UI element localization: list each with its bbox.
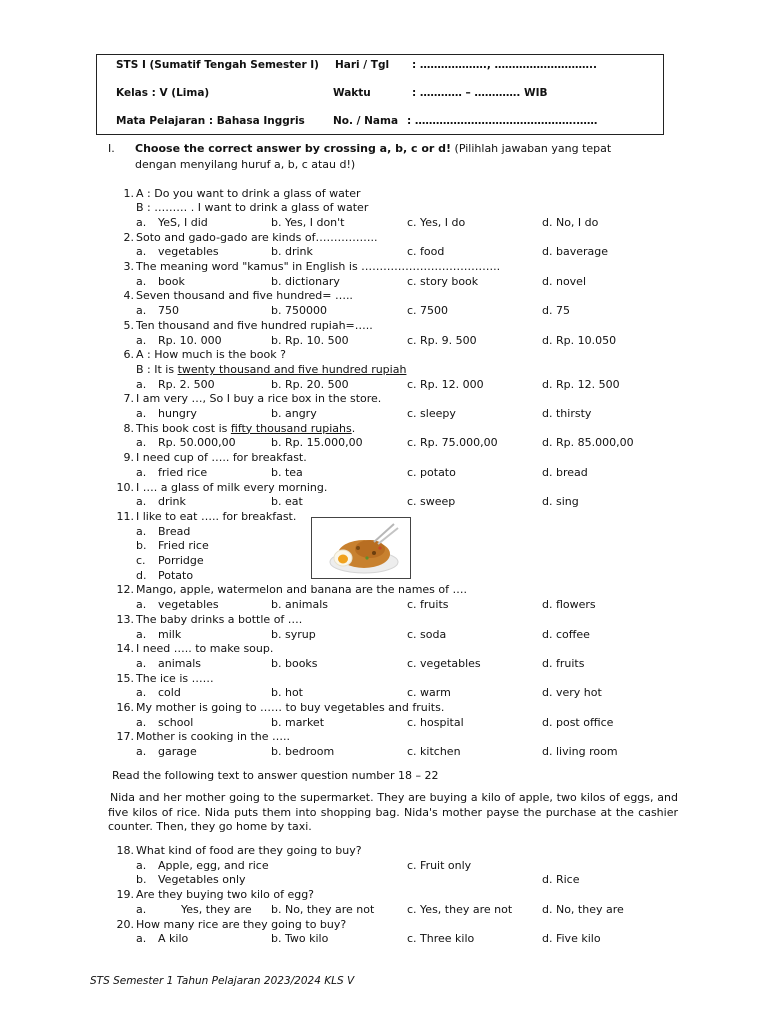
option-letter-a: a. <box>136 598 147 612</box>
option-b[interactable]: b. Yes, I don't <box>271 215 345 229</box>
option-a[interactable]: Rp. 50.000,00 <box>158 436 236 450</box>
question-text: Mother is cooking in the ….. <box>136 730 291 744</box>
question-text: I need cup of ….. for breakfast. <box>136 451 307 465</box>
question-text: A : Do you want to drink a glass of water <box>136 186 361 200</box>
option-c[interactable]: c. Three kilo <box>407 932 475 946</box>
option-a[interactable]: Bread <box>158 524 191 538</box>
question-18-options-row-2 <box>0 872 768 887</box>
instruction-text <box>135 141 655 173</box>
header-row-2 <box>97 87 663 103</box>
option-b[interactable]: b. tea <box>271 465 303 479</box>
option-c[interactable]: Porridge <box>158 554 204 567</box>
question-number: 11. <box>116 509 134 523</box>
option-letter-c: c. <box>136 554 146 567</box>
option-b[interactable]: b. dictionary <box>271 274 340 288</box>
question-text: B : ……… . I want to drink a glass of water <box>136 201 369 215</box>
option-d[interactable]: d. No, I do <box>542 215 599 229</box>
question-13-options <box>0 627 768 642</box>
option-c[interactable]: c. Rp. 12. 000 <box>407 377 484 391</box>
option-c[interactable]: c. Yes, I do <box>407 215 466 229</box>
question-10-stem <box>0 480 768 495</box>
option-letter-a: a. <box>136 304 147 318</box>
option-letter-a: a. <box>136 245 147 259</box>
option-d[interactable]: d. fruits <box>542 656 585 670</box>
option-d[interactable]: d. flowers <box>542 598 596 612</box>
option-letter-a: a. <box>136 902 147 916</box>
subject-label: Mata Pelajaran : Bahasa Inggris <box>116 115 305 127</box>
question-text: Seven thousand and five hundred= ….. <box>136 289 353 303</box>
option-d[interactable]: d. 75 <box>542 304 570 318</box>
option-letter-a: a. <box>136 715 147 729</box>
option-a[interactable]: animals <box>158 656 202 670</box>
question-6-stem <box>0 347 768 362</box>
option-c[interactable]: c. potato <box>407 465 456 479</box>
page-footer: STS Semester 1 Tahun Pelajaran 2023/2024 KLS V <box>90 975 355 987</box>
option-c[interactable]: c. Yes, they are not <box>407 902 513 916</box>
question-12-options <box>0 597 768 612</box>
option-c[interactable]: c. Rp. 9. 500 <box>407 333 477 347</box>
option-b[interactable]: Vegetables only <box>158 873 246 887</box>
option-letter-a: a. <box>136 407 147 420</box>
question-7-stem <box>0 391 768 406</box>
option-c[interactable]: c. vegetables <box>407 656 481 670</box>
exam-header-box <box>96 54 664 135</box>
question-9-options <box>0 465 768 480</box>
question-number: 17. <box>116 730 134 744</box>
name-label: No. / Nama <box>333 115 399 127</box>
option-letter-a: a. <box>136 215 147 229</box>
option-a[interactable]: vegetables <box>158 598 219 612</box>
option-letter-a: a. <box>136 274 147 288</box>
option-c[interactable]: c. Rp. 75.000,00 <box>407 436 498 450</box>
option-c[interactable]: c. kitchen <box>407 745 461 759</box>
question-8-stem <box>0 421 768 436</box>
fried-rice-image <box>311 517 411 579</box>
question-10-options <box>0 494 768 509</box>
option-d[interactable]: Potato <box>158 568 194 582</box>
option-d[interactable]: d. living room <box>542 745 618 759</box>
option-b[interactable]: b. 750000 <box>271 304 327 318</box>
question-number: 5. <box>123 318 134 332</box>
option-b[interactable]: Fried rice <box>158 539 209 553</box>
section-number: I. <box>108 142 115 155</box>
question-number: 20. <box>116 917 134 931</box>
question-5-stem <box>0 318 768 333</box>
question-text <box>136 421 355 436</box>
question-2-stem <box>0 230 768 245</box>
option-d[interactable]: d. novel <box>542 274 587 288</box>
option-d[interactable]: d. Rp. 10.050 <box>542 333 617 347</box>
question-text: How many rice are they going to buy? <box>136 917 347 931</box>
question-16-stem <box>0 700 768 715</box>
option-b[interactable]: b. market <box>271 715 325 729</box>
question-16-options <box>0 715 768 730</box>
question-number: 9. <box>123 451 134 465</box>
question-text: A : How much is the book ? <box>136 348 286 362</box>
question-15-options <box>0 685 768 700</box>
question-number: 18. <box>116 844 134 857</box>
option-b[interactable]: b. Rp. 10. 500 <box>271 333 349 347</box>
question-text: What kind of food are they going to buy? <box>136 844 362 857</box>
question-number: 16. <box>116 701 134 714</box>
name-field[interactable]: : ……………………………………….…… <box>407 115 598 127</box>
question-text-suffix: . <box>351 421 356 435</box>
question-text: Soto and gado-gado are kinds of…………….. <box>136 230 378 244</box>
question-5-options <box>0 333 768 348</box>
option-b[interactable]: b. bedroom <box>271 745 335 759</box>
option-d[interactable]: d. post office <box>542 715 614 729</box>
option-d[interactable]: d. coffee <box>542 627 590 641</box>
class-label: Kelas : V (Lima) <box>116 87 210 99</box>
instruction-rest: (Pilihlah jawaban yang tepat dengan menyilang huruf a, b, c atau d!) <box>135 142 612 171</box>
option-c[interactable]: c. 7500 <box>407 304 449 318</box>
option-c[interactable]: c. sleepy <box>407 407 456 420</box>
option-c[interactable]: c. fruits <box>407 598 449 612</box>
question-17-options <box>0 744 768 759</box>
question-17-stem <box>0 729 768 744</box>
question-number: 3. <box>123 260 134 273</box>
option-d[interactable]: d. thirsty <box>542 407 592 420</box>
option-c[interactable]: c. sweep <box>407 495 456 509</box>
question-number: 4. <box>123 289 134 303</box>
question-number: 15. <box>116 671 134 685</box>
option-d[interactable]: d. No, they are <box>542 902 624 916</box>
question-1-options <box>0 215 768 230</box>
question-3-stem <box>0 259 768 274</box>
question-19-stem <box>0 887 768 902</box>
question-14-stem <box>0 641 768 656</box>
question-text-underlined: fifty thousand rupiahs <box>230 421 352 435</box>
option-b[interactable]: b. hot <box>271 686 303 700</box>
option-c[interactable]: c. food <box>407 245 445 259</box>
option-letter-b: b. <box>136 539 147 553</box>
option-b[interactable]: b. Rp. 15.000,00 <box>271 436 363 450</box>
question-number: 10. <box>116 480 134 494</box>
header-row-1 <box>97 59 663 75</box>
option-letter-a: a. <box>136 465 147 479</box>
option-letter-a: a. <box>136 436 147 450</box>
option-letter-a: a. <box>136 932 147 946</box>
question-text: The baby drinks a bottle of …. <box>136 612 303 626</box>
option-a[interactable]: school <box>158 715 194 729</box>
question-number: 8. <box>123 421 134 435</box>
time-label: Waktu <box>333 87 371 99</box>
option-c[interactable]: c. hospital <box>407 715 464 729</box>
option-d[interactable]: d. Five kilo <box>542 932 601 946</box>
header-row-3 <box>97 115 663 131</box>
option-letter-b: b. <box>136 873 147 887</box>
option-a[interactable]: Yes, they are <box>181 902 252 916</box>
option-b[interactable]: b. Two kilo <box>271 932 329 946</box>
option-letter-a: a. <box>136 656 147 670</box>
option-a[interactable]: vegetables <box>158 245 219 259</box>
question-text-prefix: B : It is <box>136 362 178 376</box>
question-13-stem <box>0 612 768 627</box>
question-text: The ice is …… <box>136 671 214 685</box>
question-12-stem <box>0 582 768 597</box>
option-b[interactable]: b. animals <box>271 598 328 612</box>
option-b[interactable]: b. Rp. 20. 500 <box>271 377 349 391</box>
option-b[interactable]: b. books <box>271 656 318 670</box>
option-d[interactable]: d. bread <box>542 465 588 479</box>
option-d[interactable]: d. Rp. 12. 500 <box>542 377 620 391</box>
option-letter-a: a. <box>136 495 147 509</box>
option-a[interactable]: YeS, I did <box>158 215 208 229</box>
question-text: I …. a glass of milk every morning. <box>136 480 328 494</box>
option-c[interactable]: c. Fruit only <box>407 858 472 872</box>
option-a[interactable]: cold <box>158 686 181 700</box>
option-letter-a: a. <box>136 377 147 391</box>
question-4-stem <box>0 288 768 303</box>
question-15-stem <box>0 671 768 686</box>
option-letter-a: a. <box>136 524 147 538</box>
date-label: Hari / Tgl <box>335 59 390 71</box>
option-a[interactable]: Apple, egg, and rice <box>158 858 269 872</box>
question-text: The meaning word "kamus" in English is ……………………………….. <box>136 260 501 273</box>
question-18-options-row-1 <box>0 858 768 873</box>
question-9-stem <box>0 450 768 465</box>
option-a[interactable]: book <box>158 274 185 288</box>
reading-passage <box>108 791 678 835</box>
question-text <box>136 362 406 377</box>
option-a[interactable]: fried rice <box>158 465 208 479</box>
option-d[interactable]: d. baverage <box>542 245 608 259</box>
option-b[interactable]: b. angry <box>271 407 317 420</box>
option-d[interactable]: d. Rice <box>542 873 580 887</box>
question-text: I like to eat ….. for breakfast. <box>136 509 297 523</box>
instruction-bold: Choose the correct answer by crossing a, b, c or d! <box>135 142 452 155</box>
option-b[interactable]: b. No, they are not <box>271 902 375 916</box>
option-b[interactable]: b. syrup <box>271 627 316 641</box>
question-number: 14. <box>116 642 134 656</box>
question-18-stem <box>0 843 768 858</box>
option-c[interactable]: c. warm <box>407 686 451 700</box>
question-text: My mother is going to …… to buy vegetables and fruits. <box>136 701 445 714</box>
option-a[interactable]: Rp. 10. 000 <box>158 333 222 347</box>
option-a[interactable]: milk <box>158 627 182 641</box>
question-text-prefix: This book cost is <box>136 421 231 435</box>
question-text-underlined: twenty thousand and five hundred rupiah <box>177 362 407 376</box>
question-19-options <box>0 902 768 917</box>
question-20-options <box>0 931 768 946</box>
question-number: 13. <box>116 612 134 626</box>
question-text: Ten thousand and five hundred rupiah=….. <box>136 318 373 332</box>
question-number: 1. <box>123 186 134 200</box>
question-text: I need ….. to make soup. <box>136 642 274 656</box>
option-c[interactable]: c. story book <box>407 274 479 288</box>
question-8-options <box>0 435 768 450</box>
option-d[interactable]: d. Rp. 85.000,00 <box>542 436 634 450</box>
option-d[interactable]: d. sing <box>542 495 579 509</box>
option-b[interactable]: b. eat <box>271 495 303 509</box>
question-number: 12. <box>116 583 134 597</box>
option-a[interactable]: 750 <box>158 304 179 318</box>
question-text: I am very …, So I buy a rice box in the store. <box>136 392 382 406</box>
option-d[interactable]: d. very hot <box>542 686 602 700</box>
time-field[interactable]: : ………… – …………. WIB <box>412 87 548 99</box>
question-6-options <box>0 377 768 392</box>
question-6-stem-2 <box>0 362 768 377</box>
option-letter-a: a. <box>136 686 147 700</box>
question-number: 2. <box>123 230 134 244</box>
question-number: 7. <box>123 392 134 406</box>
option-a[interactable]: Rp. 2. 500 <box>158 377 215 391</box>
option-letter-d: d. <box>136 568 147 582</box>
option-letter-a: a. <box>136 745 147 759</box>
option-a[interactable]: drink <box>158 495 186 509</box>
option-letter-a: a. <box>136 333 147 347</box>
option-letter-a: a. <box>136 627 147 641</box>
question-2-options <box>0 244 768 259</box>
exam-title: STS I (Sumatif Tengah Semester I) <box>116 59 319 71</box>
question-number: 19. <box>116 888 134 902</box>
date-field[interactable]: : ………………., ……………………….. <box>412 59 597 71</box>
fried-rice-illustration <box>312 518 411 579</box>
question-4-options <box>0 303 768 318</box>
option-a[interactable]: A kilo <box>158 932 189 946</box>
reading-intro: Read the following text to answer question number 18 – 22 <box>112 769 439 782</box>
question-7-options <box>0 406 768 421</box>
option-a[interactable]: garage <box>158 745 197 759</box>
question-14-options <box>0 656 768 671</box>
question-number: 6. <box>123 348 134 362</box>
option-c[interactable]: c. soda <box>407 627 447 641</box>
question-20-stem <box>0 917 768 932</box>
passage-text: Nida and her mother going to the supermarket. They are buying a kilo of apple, two kilos of eggs, and five kilos of rice. Nida puts them into shopping bag. Nida's mother payse the purchase at the cashier counter. Then, they go home by taxi. <box>108 791 678 833</box>
question-3-options <box>0 274 768 289</box>
option-letter-a: a. <box>136 858 147 872</box>
question-1-stem <box>0 200 768 215</box>
question-text: Mango, apple, watermelon and banana are the names of …. <box>136 583 468 597</box>
option-b[interactable]: b. drink <box>271 245 313 259</box>
question-1-stem <box>0 186 768 201</box>
option-a[interactable]: hungry <box>158 407 197 420</box>
question-text: Are they buying two kilo of egg? <box>136 888 315 902</box>
